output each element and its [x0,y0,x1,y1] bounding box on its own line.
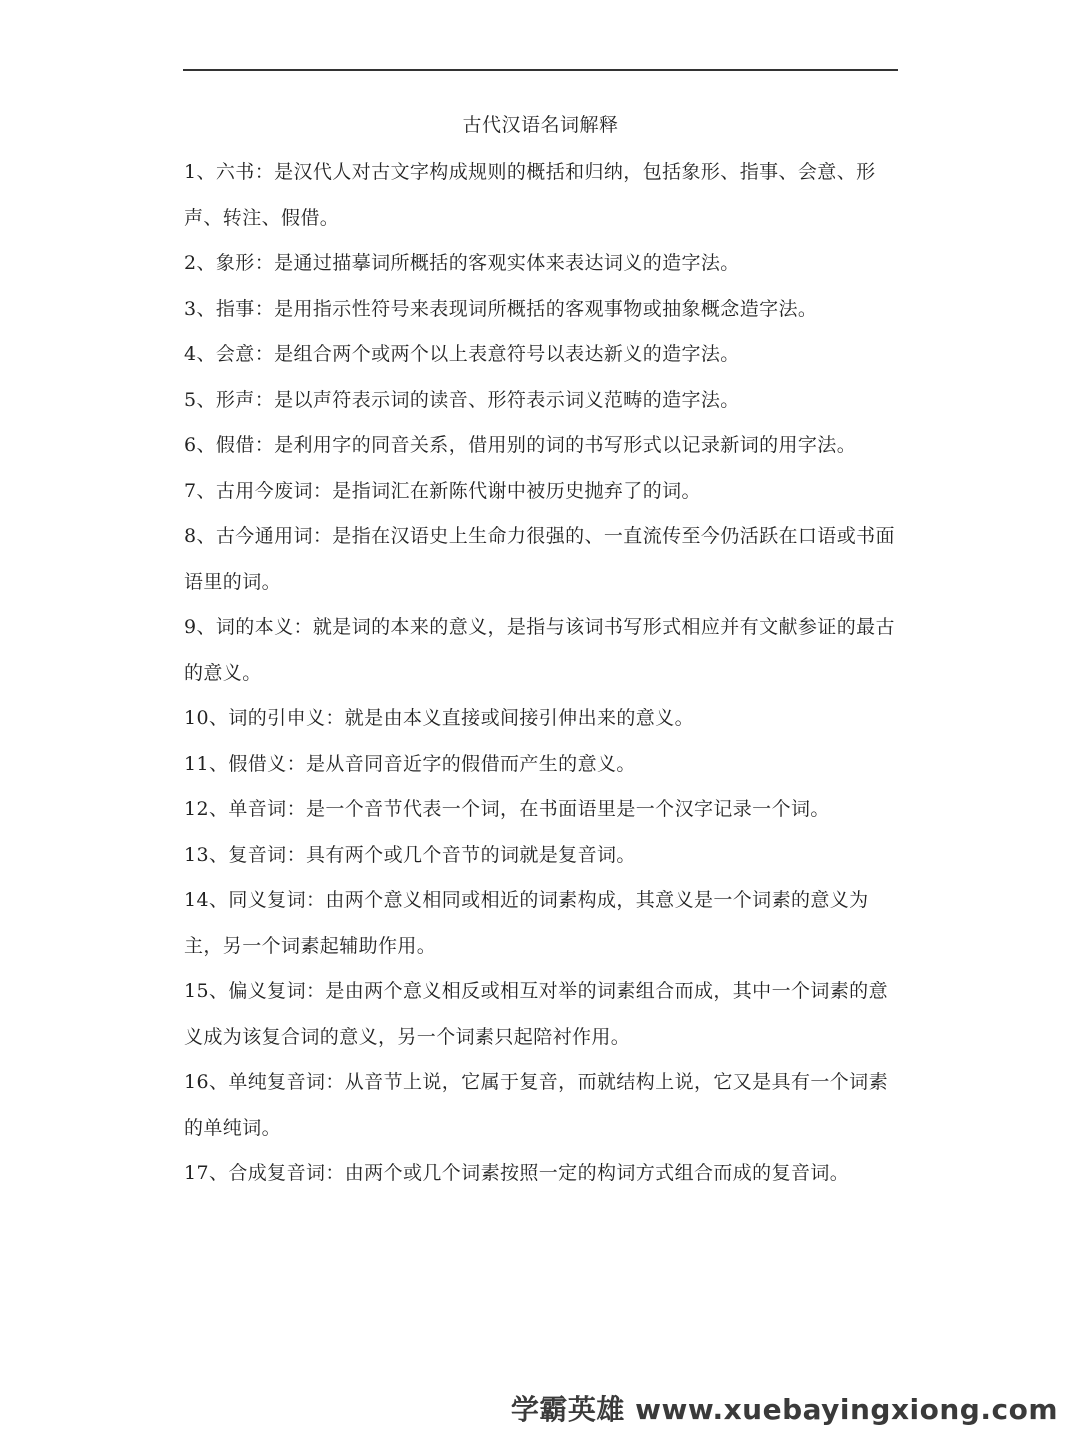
document-title: 古代汉语名词解释 [462,114,619,136]
term-entry-16: 16、单纯复音词：从音节上说，它属于复音，而就结构上说，它又是具有一个词素的单纯词。 [184,1071,888,1139]
term-entry-17: 17、合成复音词：由两个或几个词素按照一定的构词方式组合而成的复音词。 [184,1162,850,1184]
term-entry-5: 5、形声：是以声符表示词的读音、形符表示词义范畴的造字法。 [184,388,740,411]
term-entry-1: 1、六书：是汉代人对古文字构成规则的概括和归纳，包括象形、指事、会意、形声、转注、假借。 [184,161,876,229]
term-entry-8: 8、古今通用词：是指在汉语史上生命力很强的、一直流传至今仍活跃在口语或书面语里的词。 [184,525,895,593]
site-watermark: 学霸英雄 www.xuebayingxiong.com [510,1393,1058,1426]
term-entry-6: 6、假借：是利用字的同音关系，借用别的词的书写形式以记录新词的用字法。 [184,434,857,456]
term-entry-12: 12、单音词：是一个音节代表一个词，在书面语里是一个汉字记录一个词。 [184,798,830,820]
term-entry-14: 14、同义复词：由两个意义相同或相近的词素构成，其意义是一个词素的意义为主，另一个词素起辅助作用。 [184,889,869,957]
term-entry-10: 10、词的引申义：就是由本义直接或间接引伸出来的意义。 [184,707,694,729]
term-entry-11: 11、假借义：是从音同音近字的假借而产生的意义。 [184,752,636,775]
header-rule [183,69,898,71]
term-entry-4: 4、会意：是组合两个或两个以上表意符号以表达新义的造字法。 [184,343,740,365]
term-entry-13: 13、复音词：具有两个或几个音节的词就是复音词。 [184,843,636,866]
term-entry-3: 3、指事：是用指示性符号来表现词所概括的客观事物或抽象概念造字法。 [184,297,818,320]
term-entry-15: 15、偏义复词：是由两个意义相反或相互对举的词素组合而成，其中一个词素的意义成为该复合词的意义，另一个词素只起陪衬作用。 [184,980,888,1048]
term-entry-2: 2、象形：是通过描摹词所概括的客观实体来表达词义的造字法。 [184,252,740,274]
term-entry-7: 7、古用今废词：是指词汇在新陈代谢中被历史抛弃了的词。 [184,479,701,502]
term-entry-9: 9、词的本义：就是词的本来的意义，是指与该词书写形式相应并有文献参证的最古的意义。 [184,616,895,684]
term-list [184,150,896,1197]
